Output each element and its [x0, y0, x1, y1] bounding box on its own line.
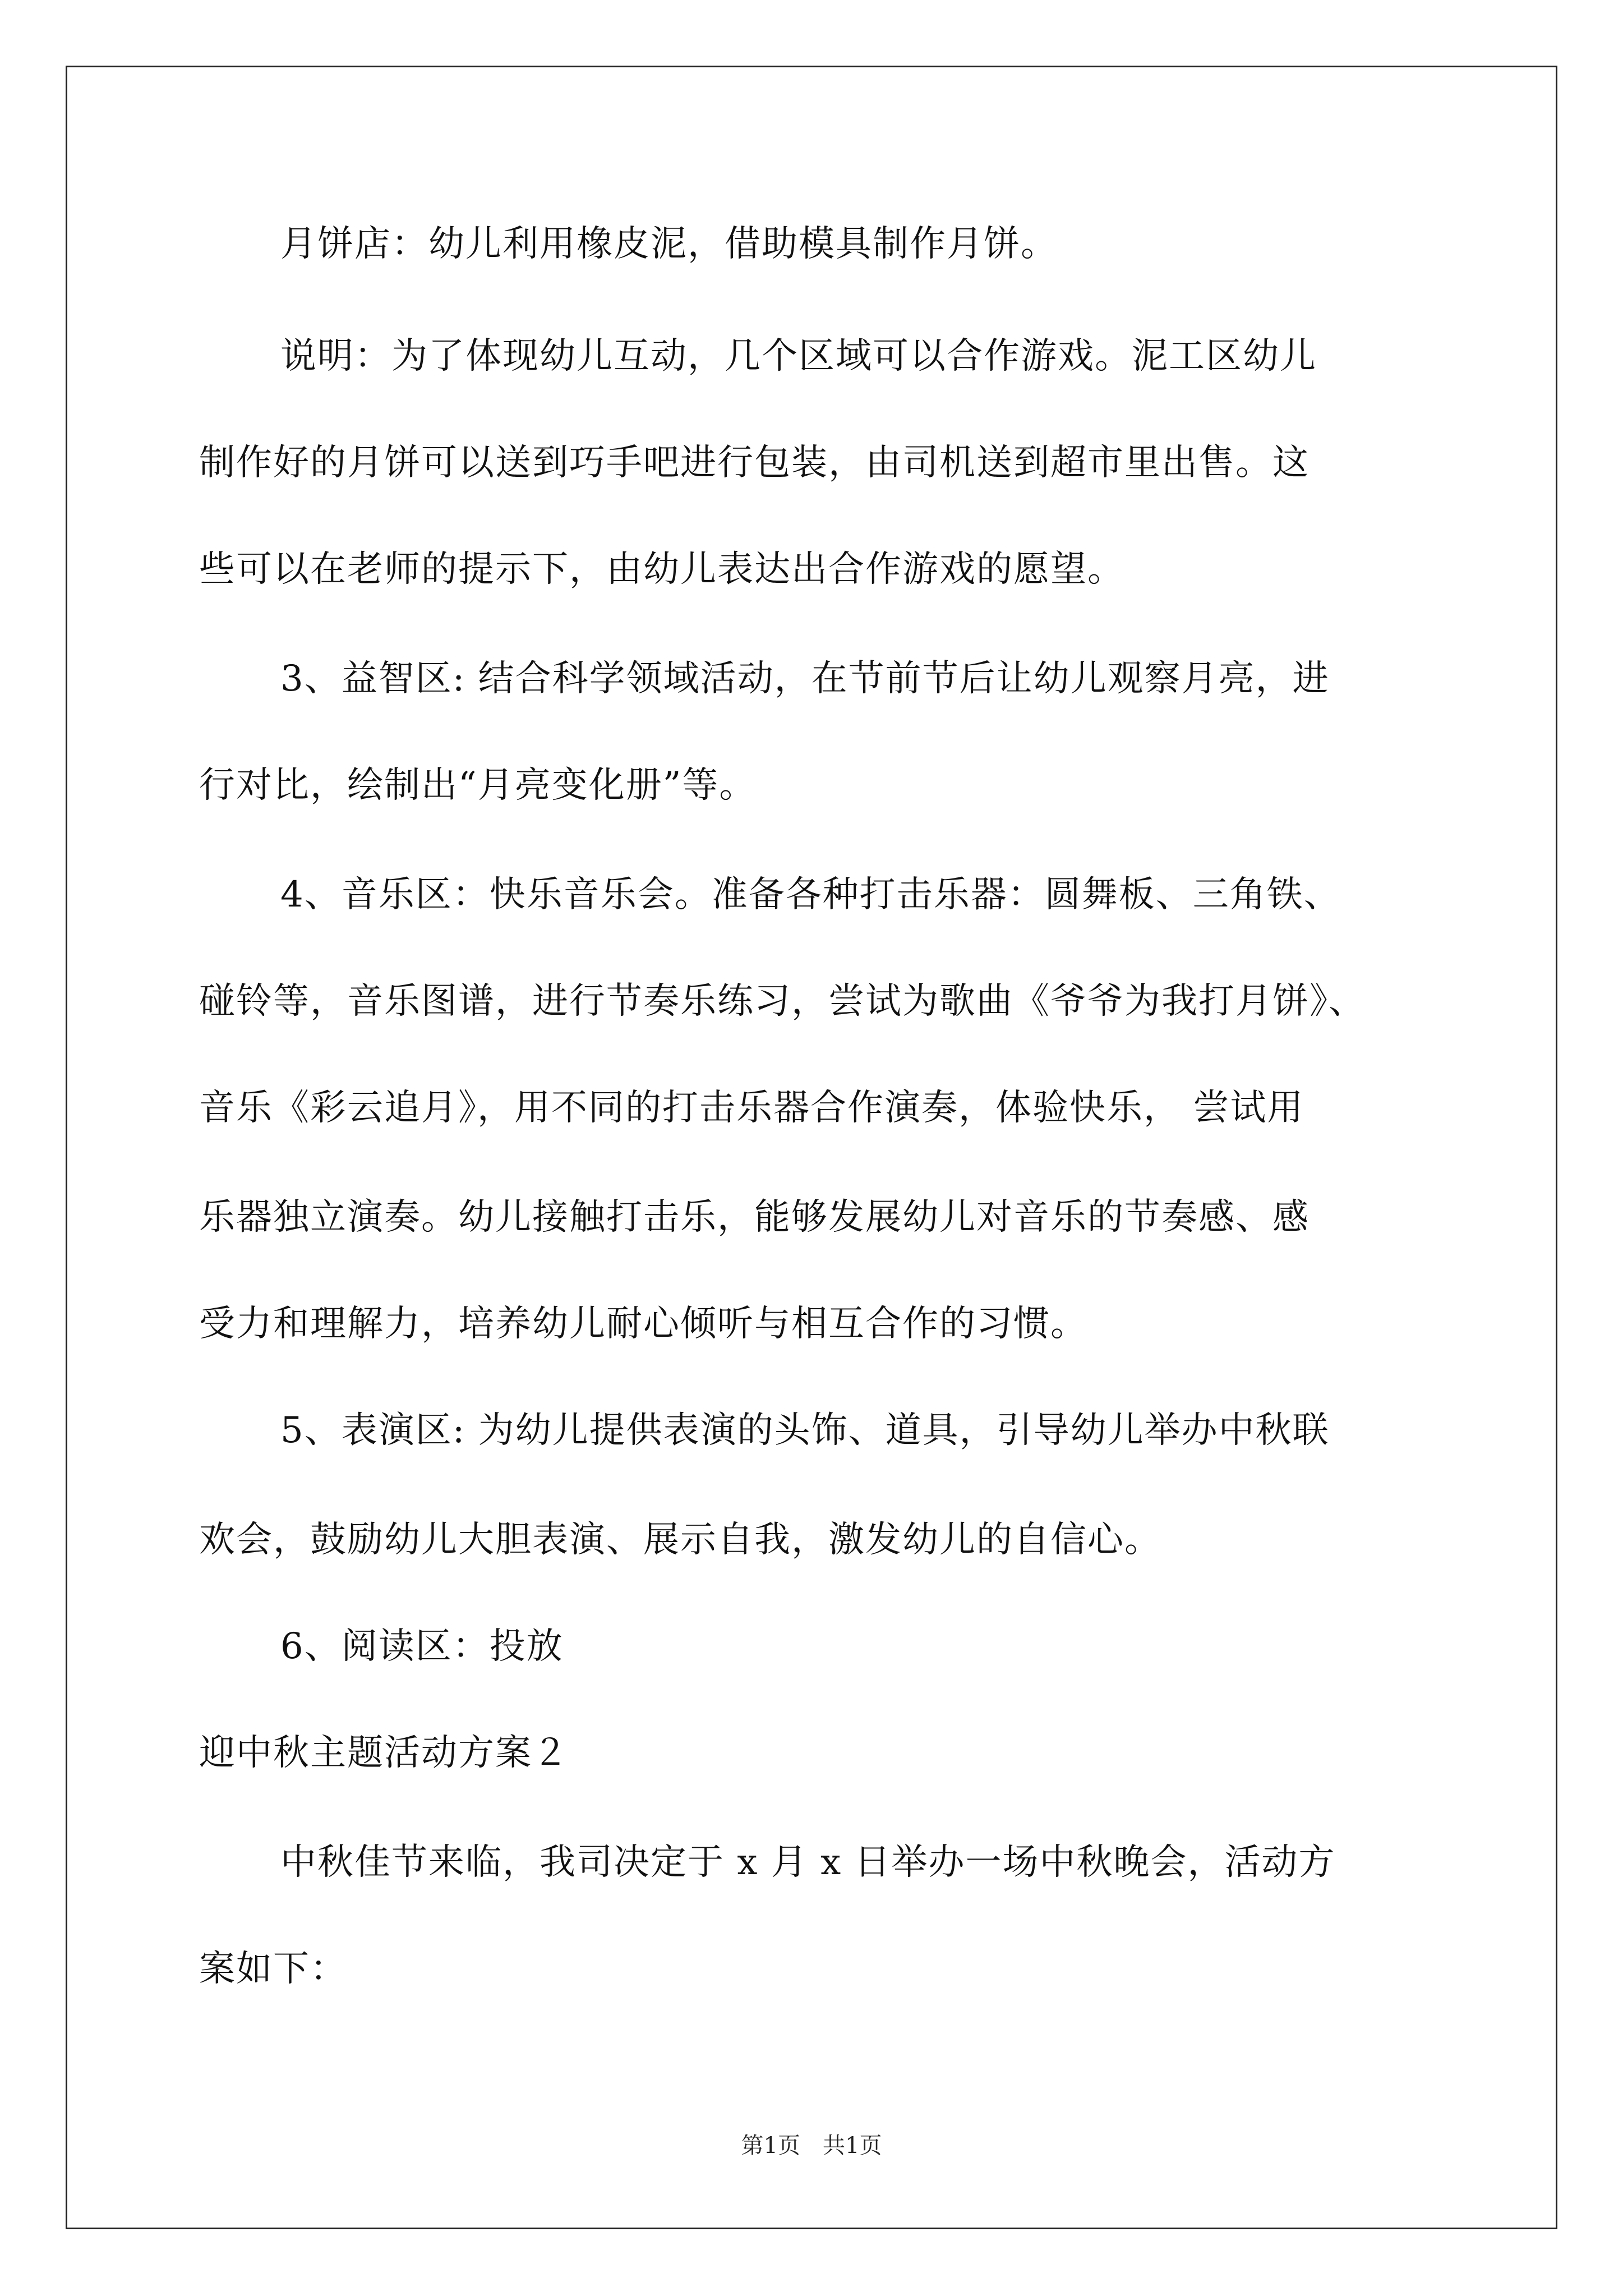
text-line-performance-1: 5、表演区: 为幼儿提供表演的头饰、道具，引导幼儿举办中秋联: [280, 1410, 1330, 1451]
section-heading: 迎中秋主题活动方案２: [199, 1732, 569, 1774]
text-line-note-1: 说明：为了体现幼儿互动，几个区域可以合作游戏。泥工区幼儿: [280, 335, 1317, 377]
page-border: [66, 66, 1557, 2229]
text-line-music-5: 受力和理解力，培养幼儿耐心倾听与相互合作的习惯。: [199, 1303, 1087, 1345]
text-line-note-2: 制作好的月饼可以送到巧手吧进行包装，由司机送到超市里出售。这: [199, 442, 1310, 484]
text-line-music-3: 音乐《彩云追月》，用不同的打击乐器合作演奏，体验快乐， 尝试用: [199, 1087, 1304, 1129]
text-line-intro-2: 案如下：: [199, 1948, 347, 1990]
page-footer: 第1页 共1页: [741, 2133, 882, 2159]
text-line-note-3: 些可以在老师的提示下，由幼儿表达出合作游戏的愿望。: [199, 549, 1124, 590]
text-line-mooncake-shop: 月饼店：幼儿利用橡皮泥，借助模具制作月饼。: [280, 223, 1058, 265]
text-line-puzzle-1: 3、益智区: 结合科学领域活动，在节前节后让幼儿观察月亮，进: [280, 658, 1330, 700]
text-line-music-1: 4、音乐区：快乐音乐会。准备各种打击乐器：圆舞板、三角铁、: [280, 874, 1341, 915]
text-line-music-4: 乐器独立演奏。幼儿接触打击乐，能够发展幼儿对音乐的节奏感、感: [199, 1197, 1310, 1238]
text-line-music-2: 碰铃等，音乐图谱，进行节奏乐练习，尝试为歌曲《爷爷为我打月饼》、: [199, 981, 1366, 1022]
text-line-puzzle-2: 行对比，绘制出“月亮变化册”等。: [199, 765, 757, 806]
text-line-reading: 6、阅读区：投放: [280, 1626, 564, 1667]
text-line-intro-1: 中秋佳节来临，我司决定于 x 月 x 日举办一场中秋晚会，活动方: [280, 1842, 1336, 1883]
text-line-performance-2: 欢会，鼓励幼儿大胆表演、展示自我，激发幼儿的自信心。: [199, 1519, 1161, 1561]
